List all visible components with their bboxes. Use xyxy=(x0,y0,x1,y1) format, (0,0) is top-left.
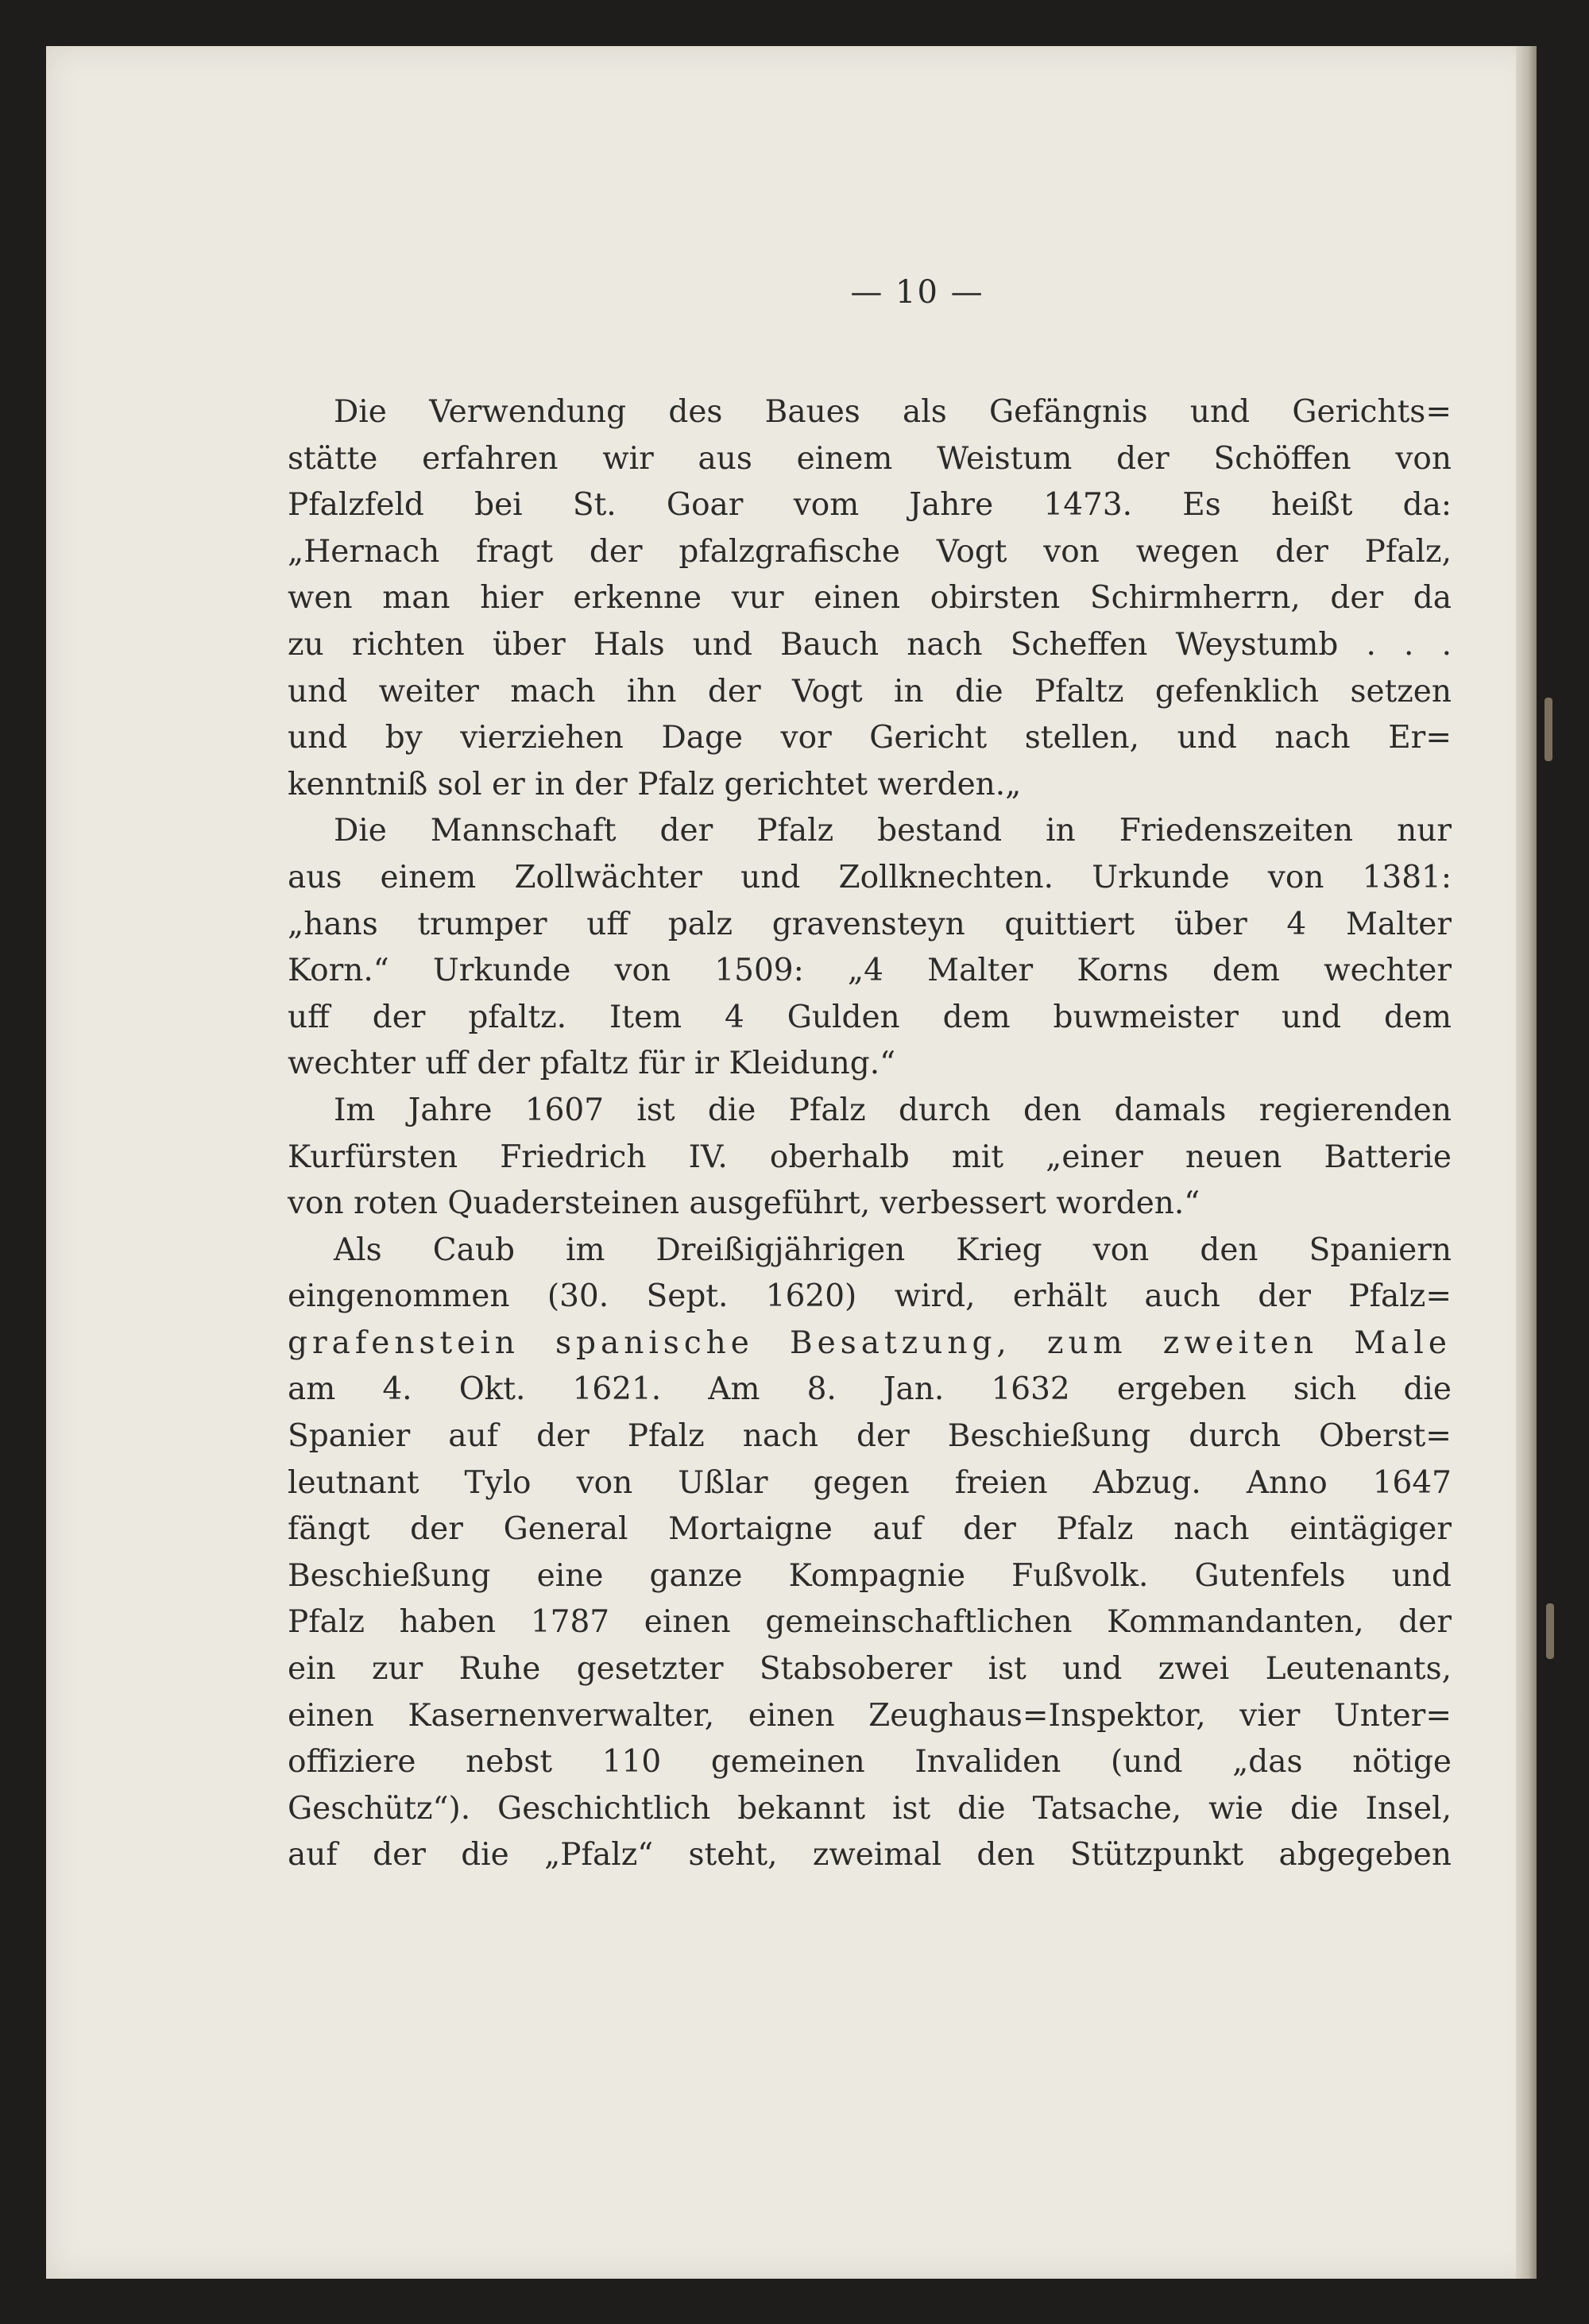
text-line: Als Caub im Dreißigjährigen Krieg von den Spaniern xyxy=(334,1232,1452,1268)
text-line: Spanier auf der Pfalz nach der Beschießung durch Oberst= xyxy=(288,1418,1452,1455)
text-line: Pfalzfeld bei St. Goar vom Jahre 1473. Es heißt da: xyxy=(288,487,1452,524)
text-line: und weiter mach ihn der Vogt in die Pfaltz gefenklich setzen xyxy=(288,673,1452,710)
text-line: fängt der General Mortaigne auf der Pfalz nach eintägiger xyxy=(288,1511,1452,1548)
text-line: Im Jahre 1607 ist die Pfalz durch den damals regierenden xyxy=(334,1092,1452,1128)
text-line: auf der die „Pfalz“ steht, zweimal den Stützpunkt abgegeben xyxy=(288,1837,1452,1874)
text-line: offiziere nebst 110 gemeinen Invaliden (und „das nötige xyxy=(288,1744,1452,1781)
paragraph-1 xyxy=(288,389,1452,808)
text-block xyxy=(288,269,1452,1879)
text-line: ein zur Ruhe gesetzter Stabsoberer ist und zwei Leutenants, xyxy=(288,1651,1452,1688)
page-number: — 10 — xyxy=(850,274,984,311)
text-line: „Hernach fragt der pfalzgrafische Vogt von wegen der Pfalz, xyxy=(288,533,1452,570)
text-line: kenntniß sol er in der Pfalz gerichtet werden.„ xyxy=(288,766,1022,802)
text-line: zu richten über Hals und Bauch nach Scheffen Weystumb . . . xyxy=(288,626,1452,663)
text-line: aus einem Zollwächter und Zollknechten. Urkunde von 1381: xyxy=(288,859,1452,895)
text-line: eingenommen (30. Sept. 1620) wird, erhält auch der Pfalz= xyxy=(288,1278,1452,1315)
page-edge xyxy=(1516,46,1537,2279)
text-line: einen Kasernenverwalter, einen Zeughaus=Inspektor, vier Unter= xyxy=(288,1697,1452,1734)
text-line: wechter uff der pfaltz für ir Kleidung.“ xyxy=(288,1046,896,1082)
paragraph-2 xyxy=(288,808,1452,1088)
text-line: leutnant Tylo von Ußlar gegen freien Abzug. Anno 1647 xyxy=(288,1464,1452,1501)
paragraph-4 xyxy=(288,1228,1452,1879)
text-line: stätte erfahren wir aus einem Weistum der Schöffen von xyxy=(288,440,1452,477)
text-line: „hans trumper uff palz gravensteyn quittiert über 4 Malter xyxy=(288,906,1452,942)
text-line: Beschießung eine ganze Kompagnie Fußvolk. Gutenfels und xyxy=(288,1557,1452,1594)
text-line: von roten Quadersteinen ausgeführt, verbessert worden.“ xyxy=(288,1185,1200,1222)
margin-ink-mark xyxy=(1546,1603,1554,1659)
text-line: Die Mannschaft der Pfalz bestand in Friedenszeiten nur xyxy=(334,813,1452,849)
text-line: und by vierziehen Dage vor Gericht stellen, und nach Er= xyxy=(288,720,1452,756)
text-line: Pfalz haben 1787 einen gemeinschaftlichen Kommandanten, der xyxy=(288,1604,1452,1641)
margin-ink-mark xyxy=(1545,698,1552,761)
text-line: grafenstein spanische Besatzung, zum zweiten Male xyxy=(288,1324,1452,1361)
text-line: Korn.“ Urkunde von 1509: „4 Malter Korns dem wechter xyxy=(288,953,1452,989)
text-line: Geschütz“). Geschichtlich bekannt ist die Tatsache, wie die Insel, xyxy=(288,1790,1452,1827)
text-line: uff der pfaltz. Item 4 Gulden dem buwmeister und dem xyxy=(288,999,1452,1035)
text-line: Kurfürsten Friedrich IV. oberhalb mit „einer neuen Batterie xyxy=(288,1139,1452,1175)
text-line: wen man hier erkenne vur einen obirsten Schirmherrn, der da xyxy=(288,580,1452,617)
paragraph-3 xyxy=(288,1088,1452,1228)
text-line: Die Verwendung des Baues als Gefängnis und Gerichts= xyxy=(334,394,1452,430)
text-line: am 4. Okt. 1621. Am 8. Jan. 1632 ergeben sich die xyxy=(288,1371,1452,1408)
document-page xyxy=(46,46,1537,2279)
